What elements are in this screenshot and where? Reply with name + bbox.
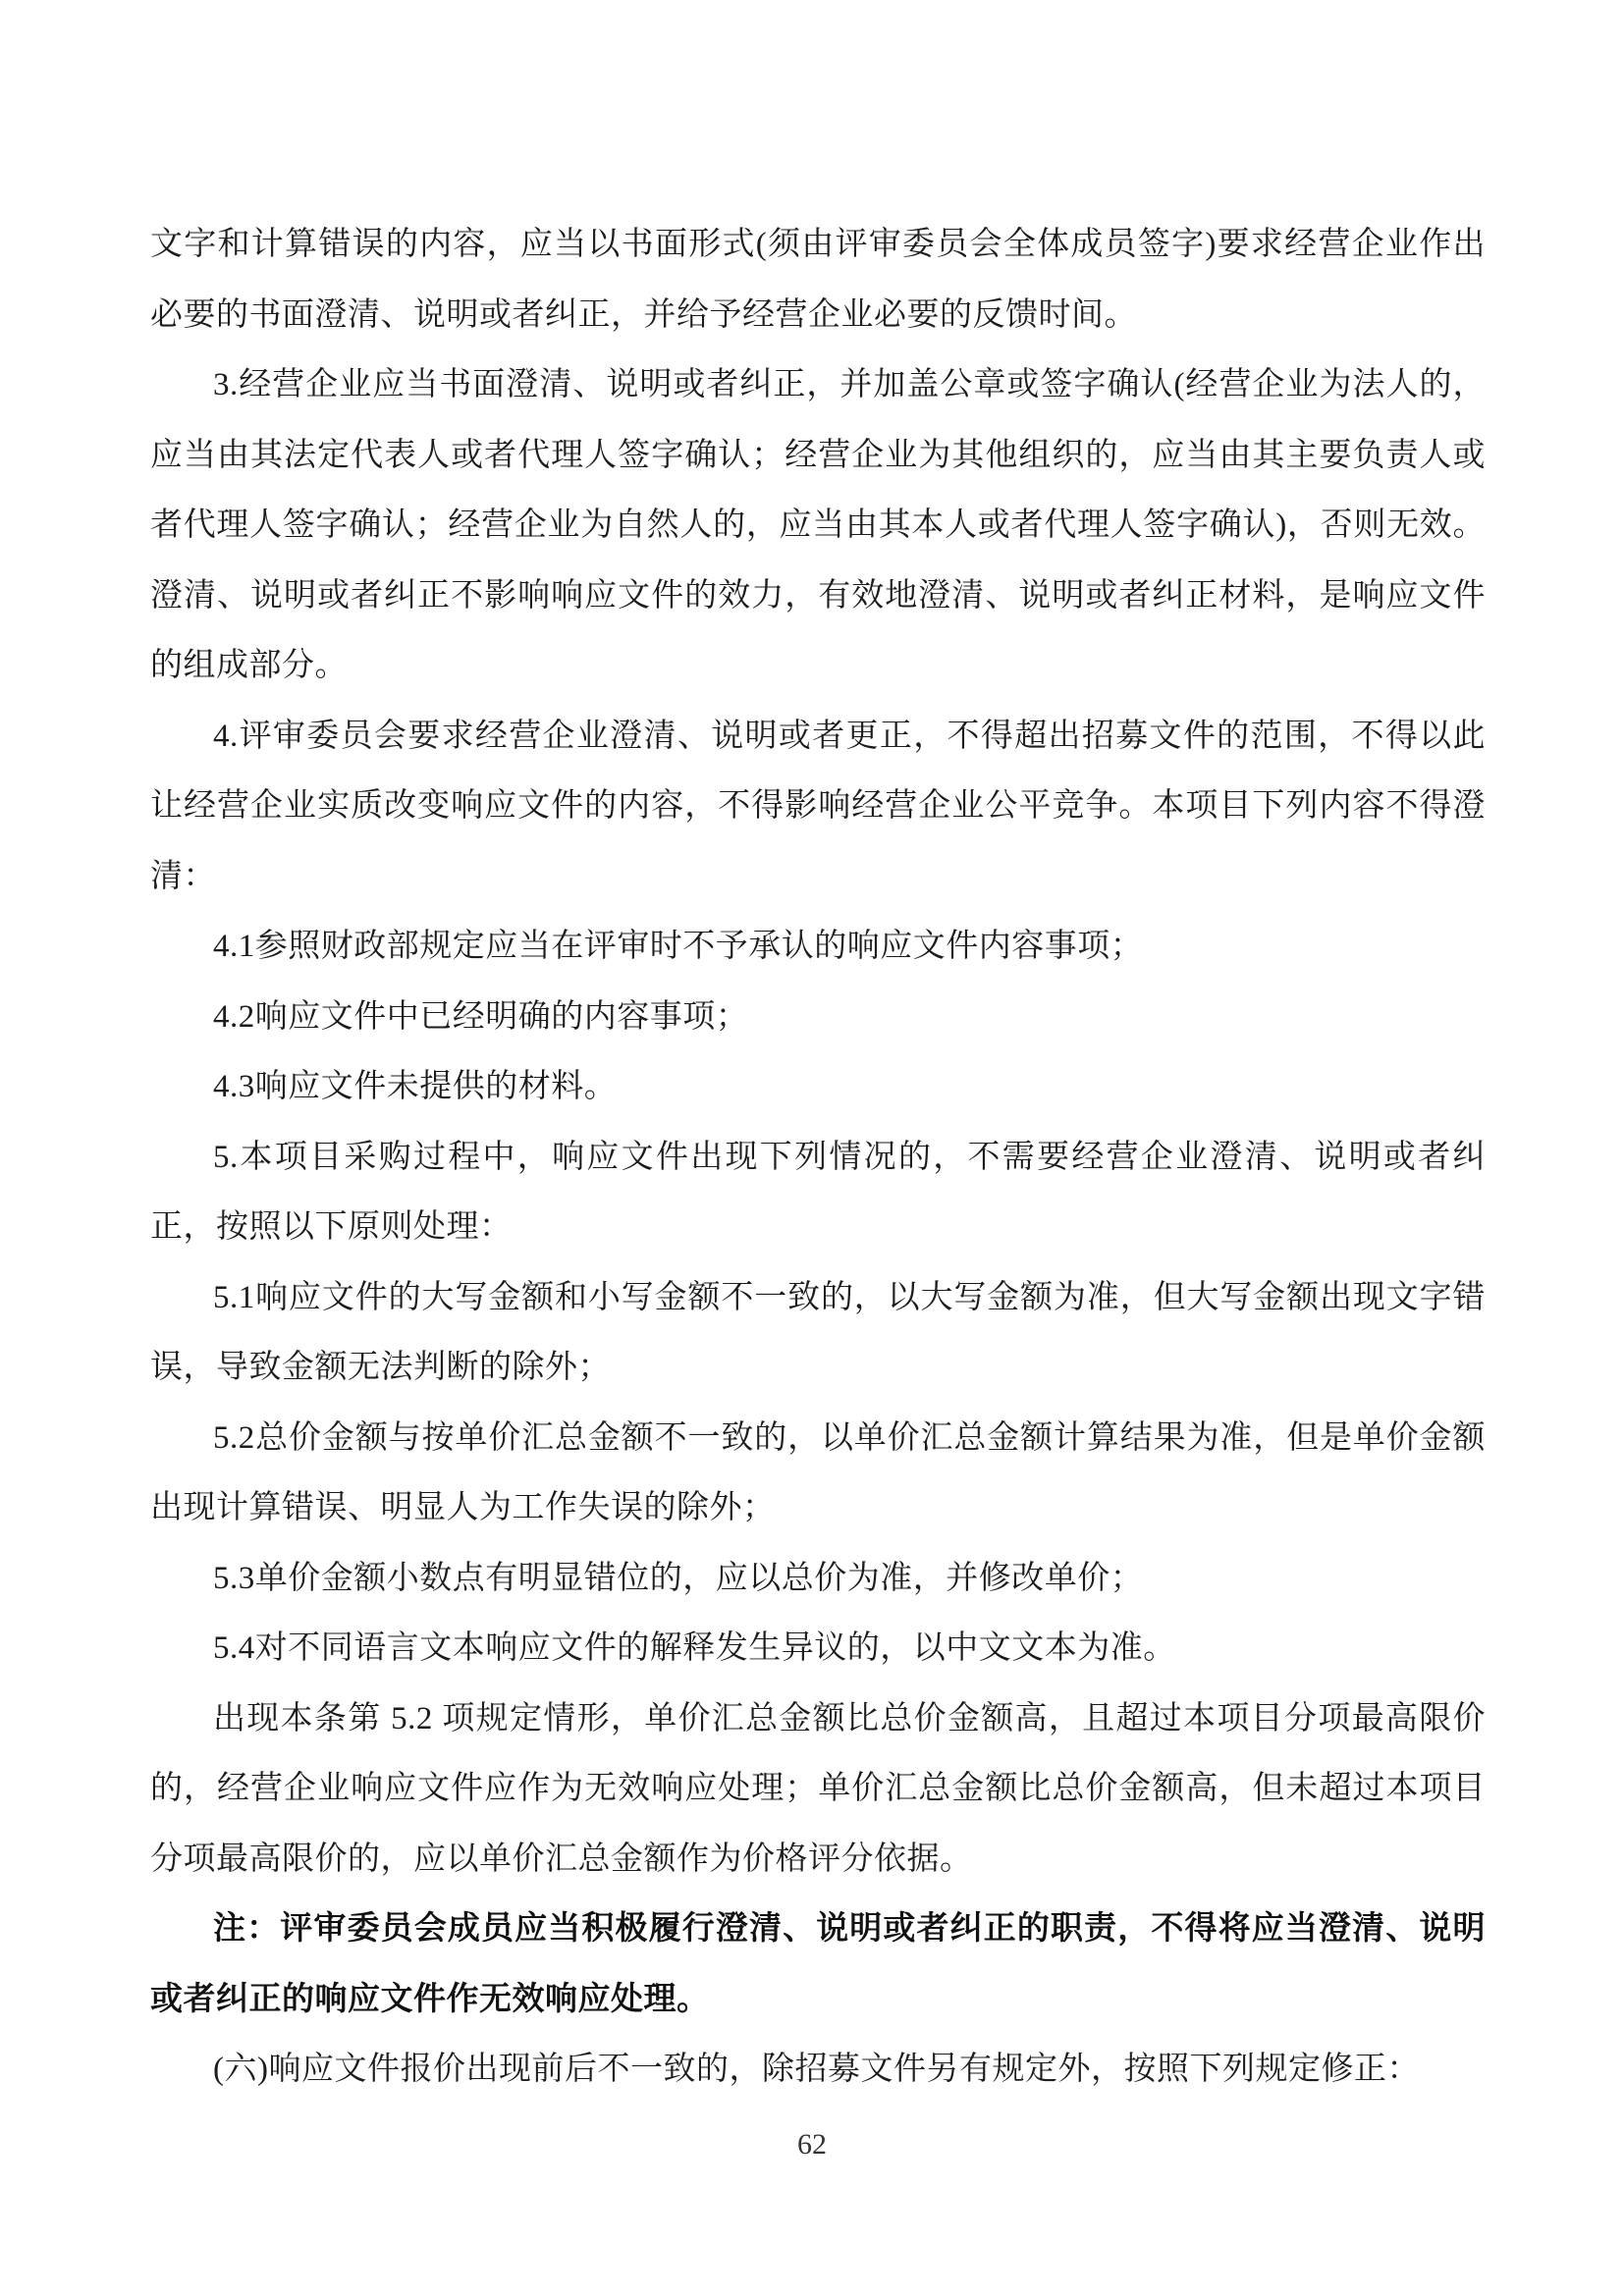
clause-6-item: (六)响应文件报价出现前后不一致的，除招募文件另有规定外，按照下列规定修正： bbox=[213, 2052, 1420, 2087]
clause-3: 3.经营企业应当书面澄清、说明或者纠正，并加盖公章或签字确认(经营企业为法人的，应当由其法定代表人或者代理人签字确认；经营企业为其他组织的，应当由其主要负责人或者代理人签字确认；经营企业为自然人的，应当由其本人或者代理人签字确认)，否则无效。澄清、说明或者纠正不影响响应文件的效力，有效地澄清、说明或者纠正材料，是响应文件的组成部分。 bbox=[150, 367, 1486, 683]
clause-5-1: 5.1响应文件的大写金额和小写金额不一致的，以大写金额为准，但大写金额出现文字错误，导致金额无法判断的除外； bbox=[150, 1279, 1486, 1385]
clause-4-3: 4.3响应文件未提供的材料。 bbox=[213, 1069, 618, 1104]
clause-5-2: 5.2总价金额与按单价汇总金额不一致的，以单价汇总金额计算结果为准，但是单价金额出现计算错误、明显人为工作失误的除外； bbox=[150, 1419, 1486, 1525]
note-paragraph: 注：评审委员会成员应当积极履行澄清、说明或者纠正的职责，不得将应当澄清、说明或者纠正的响应文件作无效响应处理。 bbox=[150, 1911, 1486, 2017]
clause-5-4: 5.4对不同语言文本响应文件的解释发生异议的，以中文文本为准。 bbox=[213, 1630, 1176, 1666]
clause-5-2-handling: 出现本条第 5.2 项规定情形，单价汇总金额比总价金额高，且超过本项目分项最高限价的，经营企业响应文件应作为无效响应处理；单价汇总金额比总价金额高，但未超过本项目分项最高限价的，应以单价汇总金额作为价格评分依据。 bbox=[150, 1700, 1486, 1877]
document-body bbox=[150, 210, 1486, 2106]
clause-5-3: 5.3单价金额小数点有明显错位的，应以总价为准，并修改单价； bbox=[213, 1560, 1144, 1596]
clause-4-1: 4.1参照财政部规定应当在评审时不予承认的响应文件内容事项； bbox=[213, 929, 1144, 964]
clause-4: 4.评审委员会要求经营企业澄清、说明或者更正，不得超出招募文件的范围，不得以此让经营企业实质改变响应文件的内容，不得影响经营企业公平竞争。本项目下列内容不得澄清： bbox=[150, 718, 1486, 894]
clause-4-2: 4.2响应文件中已经明确的内容事项； bbox=[213, 998, 749, 1035]
page-number: 62 bbox=[797, 2128, 827, 2161]
clause-5: 5.本项目采购过程中，响应文件出现下列情况的，不需要经营企业澄清、说明或者纠正，按照以下原则处理： bbox=[150, 1139, 1486, 1245]
para-continuation: 文字和计算错误的内容，应当以书面形式(须由评审委员会全体成员签字)要求经营企业作出必要的书面澄清、说明或者纠正，并给予经营企业必要的反馈时间。 bbox=[150, 227, 1486, 333]
